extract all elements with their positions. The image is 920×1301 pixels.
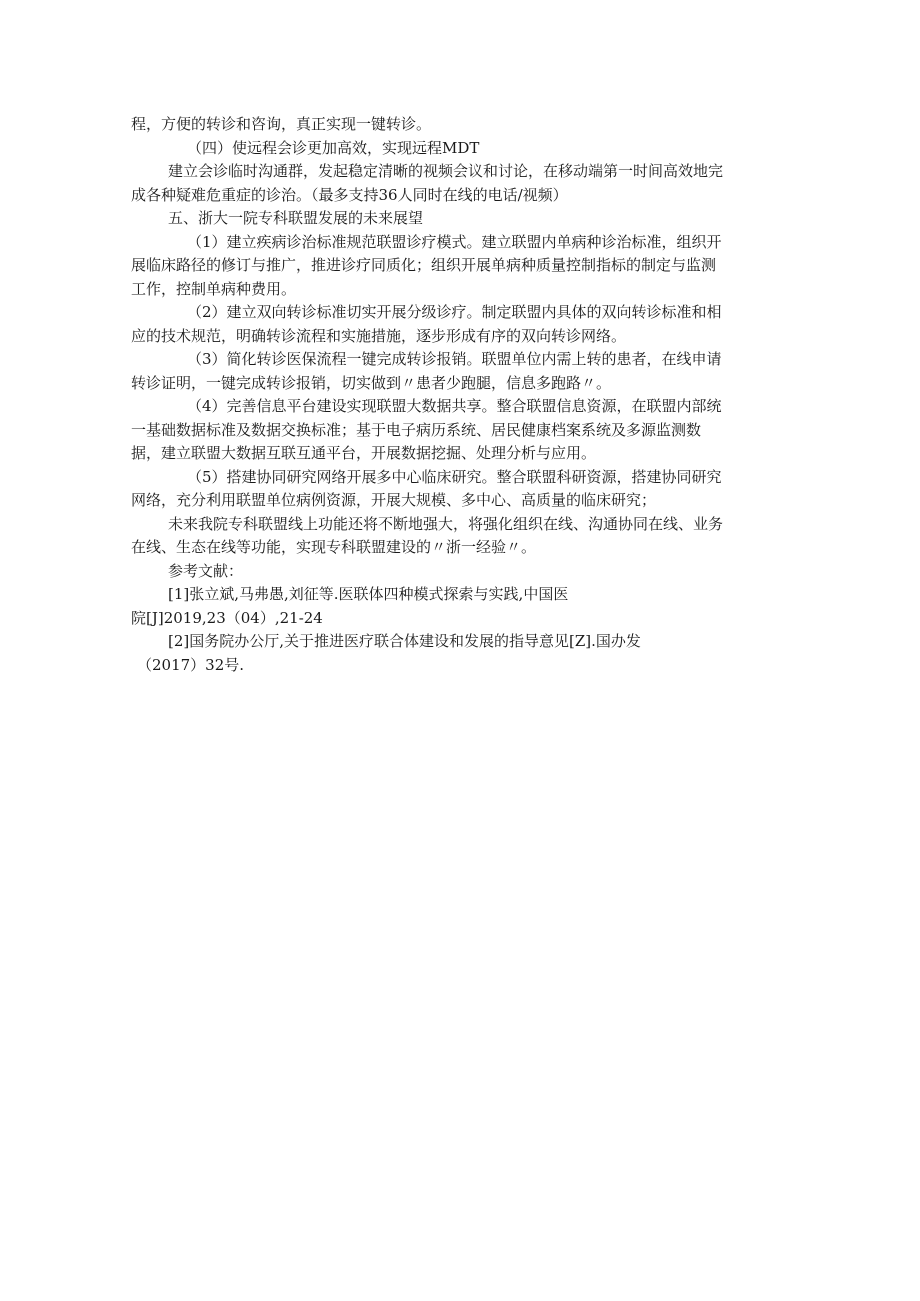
text-line: （1）建立疾病诊治标准规范联盟诊疗模式。建立联盟内单病种诊治标准，组织开	[187, 232, 722, 251]
text-line: 在线、生态在线等功能，实现专科联盟建设的〃浙一经验〃。	[131, 538, 537, 556]
text-line: 应的技术规范，明确转诊流程和实施措施，逐步形成有序的双向转诊网络。	[131, 326, 627, 345]
text-line: 成各种疑难危重症的诊治。（最多支持36人同时在线的电话/视频）	[131, 185, 568, 204]
text-line: 一基础数据标准及数据交换标准；基于电子病历系统、居民健康档案系统及多源监测数	[131, 420, 702, 439]
text-line: 建立会诊临时沟通群，发起稳定清晰的视频会议和讨论，在移动端第一时间高效地完	[168, 162, 724, 180]
reference-item: [2]国务院办公厅,关于推进医疗联合体建设和发展的指导意见[Z].国办发	[168, 632, 641, 650]
reference-item: [1]张立斌,马弗愚,刘征等.医联体四种模式探索与实践,中国医	[168, 585, 569, 603]
text-line: 据，建立联盟大数据互联互通平台，开展数据挖掘、处理分析与应用。	[131, 444, 597, 462]
section-heading: （四）使远程会诊更加高效，实现远程MDT	[187, 138, 480, 157]
text-line: 网络，充分利用联盟单位病例资源，开展大规模、多中心、高质量的临床研究；	[131, 491, 657, 509]
text-line: 展临床路径的修订与推广，推进诊疗同质化；组织开展单病种质量控制指标的制定与监测	[131, 256, 717, 274]
text-line: 未来我院专科联盟线上功能还将不断地强大，将强化组织在线、沟通协同在线、业务	[168, 514, 724, 533]
text-line: （2）建立双向转诊标准切实开展分级诊疗。制定联盟内具体的双向转诊标准和相	[187, 303, 722, 321]
text-line: 程，方便的转诊和咨询，真正实现一键转诊。	[131, 115, 432, 133]
reference-item: （2017）32号.	[137, 655, 245, 674]
references-heading: 参考文献：	[168, 561, 244, 580]
text-line: 工作，控制单病种费用。	[131, 279, 297, 298]
document-page	[131, 113, 799, 677]
text-line: （5）搭建协同研究网络开展多中心临床研究。整合联盟科研资源，搭建协同研究	[187, 467, 722, 486]
text-line: 转诊证明，一键完成转诊报销，切实做到〃患者少跑腿，信息多跑路〃。	[131, 373, 612, 392]
text-line: （4）完善信息平台建设实现联盟大数据共享。整合联盟信息资源，在联盟内部统	[187, 397, 722, 415]
section-heading: 五、浙大一院专科联盟发展的未来展望	[168, 209, 424, 227]
text-line: （3）简化转诊医保流程一键完成转诊报销。联盟单位内需上转的患者，在线申请	[187, 350, 722, 368]
reference-item: 院[J]2019,23（04）,21-24	[131, 608, 323, 627]
